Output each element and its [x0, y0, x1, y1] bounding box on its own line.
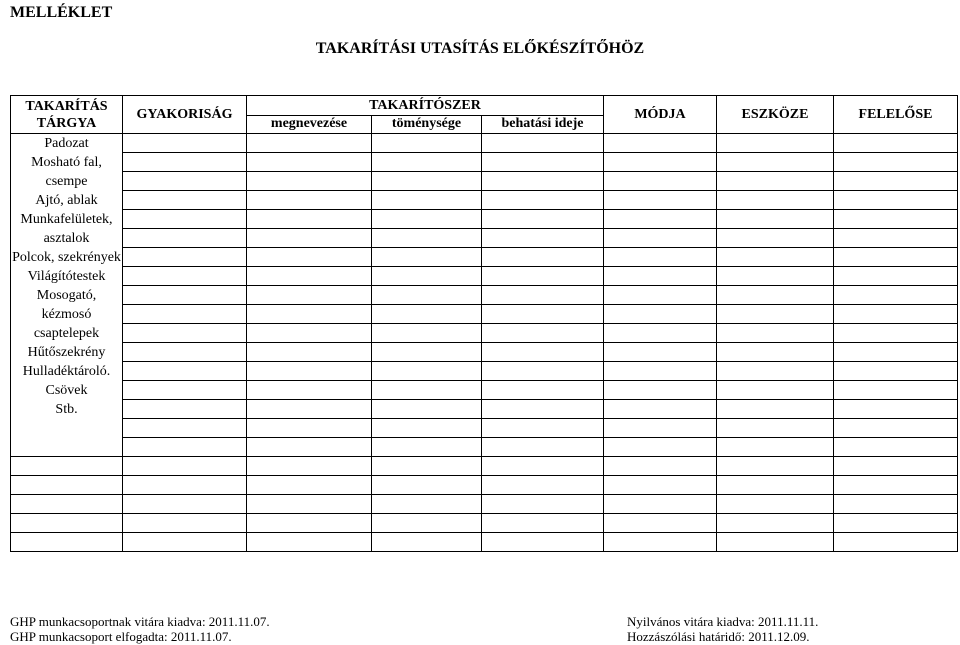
- list-item: Stb.: [55, 402, 78, 417]
- footer-comment-deadline: Hozzászólási határidő: 2011.12.09.: [627, 629, 810, 644]
- subheader-concentration: töménysége: [372, 115, 482, 134]
- header-detergent: TAKARÍTÓSZER: [247, 96, 604, 116]
- list-item: Mosható fal, csempe: [31, 155, 102, 189]
- cleaning-table: [10, 95, 958, 552]
- list-item: Munkafelületek, asztalok: [20, 212, 113, 246]
- list-item: Hűtőszekrény: [27, 345, 106, 360]
- footer-workgroup-accepted: GHP munkacsoport elfogadta: 2011.11.07.: [10, 629, 232, 644]
- page-title-text: TAKARÍTÁSI UTASÍTÁS ELŐKÉSZÍTŐHÖZ: [315, 40, 645, 57]
- list-item: Hulladéktároló. Csövek: [22, 364, 111, 398]
- subheader-exposure: behatási ideje: [482, 115, 604, 134]
- subheader-name: megnevezése: [247, 115, 372, 134]
- header-frequency: GYAKORISÁG: [123, 96, 247, 134]
- header-subject: TAKARÍTÁS TÁRGYA: [11, 96, 123, 134]
- subject-list-cell: [11, 134, 123, 457]
- list-item: Padozat: [44, 136, 89, 151]
- page-title: [0, 40, 960, 58]
- header-responsible: FELELŐSE: [834, 96, 958, 134]
- list-item: Polcok, szekrények: [12, 250, 121, 265]
- footer-workgroup-issued: GHP munkacsoportnak vitára kiadva: 2011.11.07.: [10, 614, 270, 629]
- list-item: Világítótestek: [27, 269, 106, 284]
- footer-public-issued: Nyilvános vitára kiadva: 2011.11.11.: [627, 614, 819, 629]
- header-method: MÓDJA: [604, 96, 717, 134]
- list-item: Ajtó, ablak: [35, 193, 98, 208]
- list-item: Mosogató, kézmosó csaptelepek: [33, 288, 100, 341]
- header-tools: ESZKÖZE: [717, 96, 834, 134]
- annex-label: MELLÉKLET: [10, 4, 113, 21]
